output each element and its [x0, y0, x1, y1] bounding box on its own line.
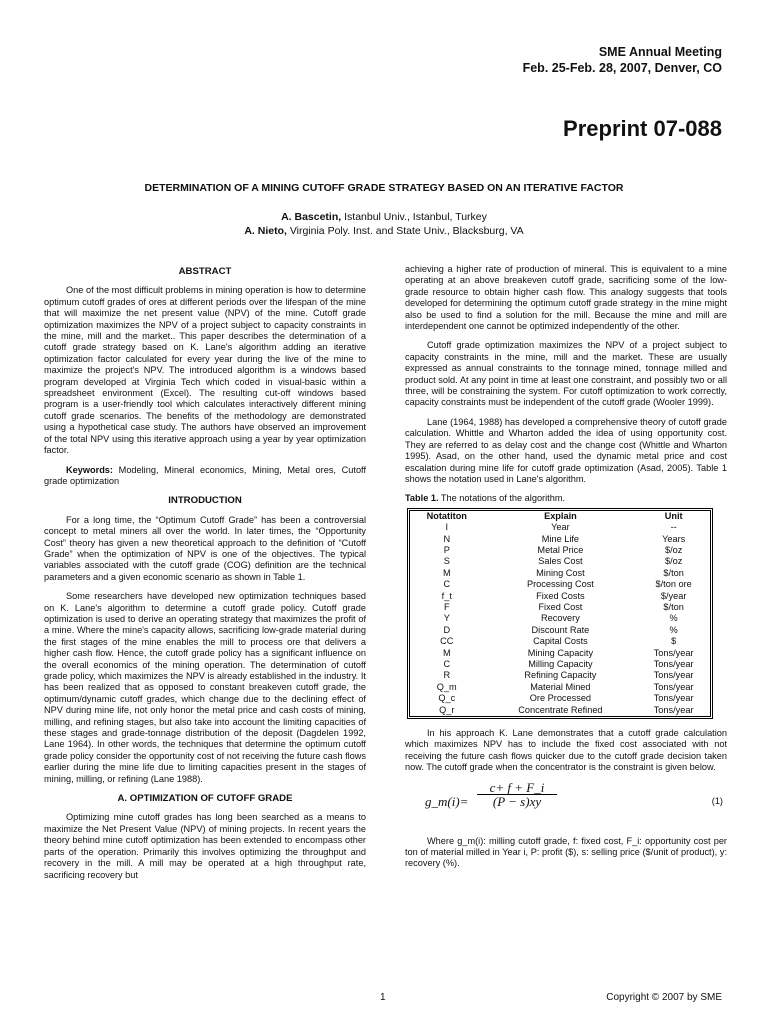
cell-notation: C: [443, 579, 451, 590]
cell-unit: $/oz: [664, 544, 683, 555]
right-paragraph-4: In his approach K. Lane demonstrates that a cutoff grade calculation which maximizes NPV has to include the fixed cost associated with not receiving the future cash flows quicker due to the cutoff grade decision taken now. The cutoff grade when the concentrator is the constraint is given below.: [405, 728, 727, 773]
table-caption-text: The notations of the algorithm.: [438, 493, 566, 504]
equation-1: [405, 779, 727, 828]
right-column: [405, 264, 727, 878]
abstract-heading: ABSTRACT: [178, 266, 232, 277]
table-header-row: [410, 511, 710, 522]
header-explain: Explain: [544, 510, 577, 521]
cell-explain: Discount Rate: [531, 624, 590, 635]
cell-explain: Sales Cost: [538, 556, 583, 567]
cell-explain: Capital Costs: [533, 636, 588, 647]
cell-explain: Ore Processed: [529, 693, 592, 704]
cell-notation: N: [443, 533, 451, 544]
cell-explain: Material Mined: [530, 681, 591, 692]
keywords-text: Modeling, Mineral economics, Mining, Metal ores, Cutoff grade optimization: [44, 464, 366, 486]
cell-notation: CC: [440, 636, 454, 647]
header-unit: Unit: [664, 510, 683, 521]
cell-notation: Q_r: [439, 704, 455, 715]
cell-unit: $/year: [660, 590, 687, 601]
table-row: [410, 568, 710, 579]
table-row: [410, 625, 710, 636]
table-row: [410, 613, 710, 624]
cell-notation: I: [445, 522, 449, 533]
equation-denominator: (P − s)xy: [492, 794, 542, 810]
cell-notation: f_t: [441, 590, 452, 601]
cell-explain: Concentrate Refined: [518, 704, 603, 715]
notation-table: [407, 508, 713, 719]
table-row: [410, 682, 710, 693]
cell-explain: Fixed Cost: [538, 601, 583, 612]
keywords-label: Keywords:: [66, 464, 113, 475]
table-row: [410, 591, 710, 602]
copyright: Copyright © 2007 by SME: [606, 992, 722, 1003]
cell-explain: Mining Cost: [536, 567, 585, 578]
cell-unit: $/ton: [663, 567, 684, 578]
cell-notation: F: [443, 601, 450, 612]
cell-unit: Tons/year: [653, 659, 694, 669]
table-body: [410, 522, 710, 716]
page-number: 1: [380, 992, 386, 1003]
table-row: [410, 636, 710, 647]
table-row: [410, 534, 710, 545]
cell-notation: Q_c: [438, 693, 456, 704]
cell-unit: Tons/year: [653, 704, 694, 715]
cell-notation: M: [442, 567, 451, 578]
cell-explain: Recovery: [541, 613, 580, 624]
cell-explain: Milling Capacity: [528, 659, 593, 669]
meeting-dates: Feb. 25-Feb. 28, 2007, Denver, CO: [522, 61, 722, 75]
cell-notation: D: [443, 624, 451, 635]
cell-explain: Mine Life: [541, 533, 580, 544]
cell-unit: Tons/year: [653, 670, 694, 681]
cell-explain: Mining Capacity: [527, 647, 594, 658]
author-2: [0, 224, 768, 238]
table-row: [410, 659, 710, 670]
cell-unit: Years: [662, 533, 686, 544]
cell-unit: %: [669, 624, 678, 635]
table-row: [410, 670, 710, 681]
left-column: [44, 264, 366, 889]
cell-explain: Refining Capacity: [524, 670, 597, 681]
cell-unit: %: [669, 613, 678, 624]
table-row: [410, 579, 710, 590]
introduction-heading: INTRODUCTION: [168, 495, 242, 507]
cell-unit: $/ton ore: [655, 579, 692, 590]
abstract-text: One of the most difficult problems in mining operation is how to determine optimum cutoff grades of ores at different periods over the lifespan of the mine that will maximize the net present value (NPV) of the mine. Cutoff grade optimization maximizes the NPV of a project subject to capacity constraints in the mine, mill and the market.. This paper describes the determination of a cutoff grade strategy based on K. Lane's algorithm adding an iterative optimization factor calculated for every year during the live of the mine to maximize the project's NPV. The introduced algorithm is a windows based program developed at Virginia Tech which coded in visual-basic within a spreadsheet environment (Excel). The resulting cut-off windows based program is a user-friendly tool which calculates interactively different mining cutoff grade scenarios. The benefits of the methodology are demonstrated using a hypothetical case study. The authors have observed an improvement of the total NPV using this iterative approach using a year by year optimization factor.: [44, 285, 366, 456]
cell-unit: $/ton: [663, 601, 684, 612]
table-row: [410, 648, 710, 659]
table-caption-label: Table 1.: [405, 493, 439, 504]
cell-unit: Tons/year: [653, 693, 694, 704]
cell-explain: Fixed Costs: [536, 590, 585, 601]
header-notation: Notatiton: [426, 510, 467, 521]
cell-notation: M: [442, 647, 451, 658]
intro-paragraph-1: For a long time, the “Optimum Cutoff Grade” has been a controversial concept to metal miners all over the world. In later times, the “Opportunity Cost” theory has given a new theoretical approach to the definition of “Cutoff Grade” when the optimization of NPV is one of the objectives. The typical variables associated with the cutoff grade (COG) definition are the technical parameters and a given economic scenario as shown in Table 1.: [44, 514, 366, 582]
cell-unit: Tons/year: [653, 647, 694, 658]
right-paragraph-2: Cutoff grade optimization maximizes the NPV of a project subject to capacity constraints in the mine, mill and the market. These are usually expressed as annual constraints to the tonnage mined, tonnage milled and product sold. At any point in time at least one constraint, and possibly two or all three, will be constraining the system. For cutoff optimization to work correctly, capacity constraints must be independent of the cutoff grade (Wooler 1999).: [405, 340, 727, 408]
equation-number: (1): [711, 795, 723, 806]
section-a-paragraph-1: Optimizing mine cutoff grades has long been searched as a means to maximize the Net Present Value (NPV) of mining projects. In recent years the theory behind mine cutoff optimization has been extended to encompass other parts of the operation. Primarily this involves optimizing the throughput and recovery in the mill. A mill may be operated at a high throughput rate, sacrificing recovery but: [44, 812, 366, 880]
cell-unit: $: [671, 636, 677, 647]
table-row: [410, 693, 710, 704]
section-a-heading: A. OPTIMIZATION OF CUTOFF GRADE: [117, 793, 293, 805]
equation-lhs: g_m(i)=: [425, 793, 469, 809]
paper-title: DETERMINATION OF A MINING CUTOFF GRADE STRATEGY BASED ON AN ITERATIVE FACTOR: [144, 182, 624, 194]
right-paragraph-5: Where g_m(i): milling cutoff grade, f: fixed cost, F_i: opportunity cost per ton of material milled in Year i, P: profit ($), s: selling price ($/unit of product), y: recovery (%).: [405, 835, 727, 869]
author-1: [0, 210, 768, 224]
right-paragraph-1: achieving a higher rate of production of mineral. This is equivalent to a mine operating at an above breakeven cutoff grade, sacrificing some of the low-grade resource to obtain higher cash flow. This analogy suggests that tools developed for determining the optimum cutoff grade strategy in the mine might also be used to find a solution for the mill. Because the mine and mill are interdependent one cannot be optimized independently of the other.: [405, 264, 727, 332]
cell-unit: --: [670, 522, 677, 533]
cell-notation: C: [443, 659, 451, 669]
cell-notation: R: [443, 670, 451, 681]
equation-fraction: [477, 779, 557, 810]
cell-notation: P: [443, 544, 450, 555]
cell-explain: Metal Price: [537, 544, 584, 555]
cell-notation: Q_m: [436, 681, 457, 692]
right-paragraph-3: Lane (1964, 1988) has developed a comprehensive theory of cutoff grade calculation. Whittle and Wharton added the idea of using opportunity cost. They are referred to as delay cost and the change cost (Whittle and Wharton 1995). Asad, on the other hand, used the dynamic metal price and cost escalation during mine life for cutoff grade optimization (Asad, 2005). Table 1 shows the notation used in Lane's algorithm.: [405, 416, 727, 484]
equation-numerator: c+ f + F_i: [477, 782, 557, 795]
intro-paragraph-2: Some researchers have developed new optimization techniques based on K. Lane's algorithm to determine a cutoff grade policy. Cutoff grade optimization is used to derive an operating strategy that maximizes the profit of a mine. Where the mine's capacity allows, sacrificing low-grade material during the first stages of the mine enables the mill to process ore that delivers a higher cash flow. Hence, the cutoff grade policy has a significant influence on the overall economics of the mining operation. The determination of cutoff grade policy, which maximizes the NPV is already established in the industry. It has been realized that as opposed to constant breakeven cutoff grade, the optimum/dynamic cutoff grades, which change due to the declining effect of NPV during mine life, not only honor the metal price and cash costs of mining, milling, and refining stages, but also take into account the limiting capacities of these stages and grade-tonnage distribution of the deposit (Dagdelen 1992, Lane 1964). In other words, the techniques that determine the optimum cutoff grade policy consider the opportunity cost of not receiving the future cash flows earlier during the mine life due to limiting capacities present in the stages of mining, milling, or refining (Lane 1988).: [44, 591, 366, 784]
cell-explain: Processing Cost: [526, 579, 594, 590]
cell-unit: Tons/year: [653, 681, 694, 692]
meeting-header: [523, 44, 722, 76]
table-row: [410, 522, 710, 533]
keywords: [44, 465, 366, 488]
author-affiliation: Virginia Poly. Inst. and State Univ., Blacksburg, VA: [286, 225, 524, 237]
table-row: [410, 705, 710, 716]
authors: [0, 210, 768, 238]
cell-notation: Y: [443, 613, 450, 624]
author-name: A. Bascetin,: [281, 211, 342, 223]
preprint-number: Preprint 07-088: [563, 116, 722, 141]
table-row: [410, 545, 710, 556]
table-row: [410, 556, 710, 567]
author-affiliation: Istanbul Univ., Istanbul, Turkey: [341, 211, 487, 223]
table-row: [410, 602, 710, 613]
meeting-name: SME Annual Meeting: [598, 45, 722, 59]
cell-explain: Year: [551, 522, 570, 533]
table-caption: [405, 493, 727, 504]
cell-notation: S: [443, 556, 450, 567]
cell-unit: $/oz: [664, 556, 683, 567]
author-name: A. Nieto,: [244, 225, 287, 237]
